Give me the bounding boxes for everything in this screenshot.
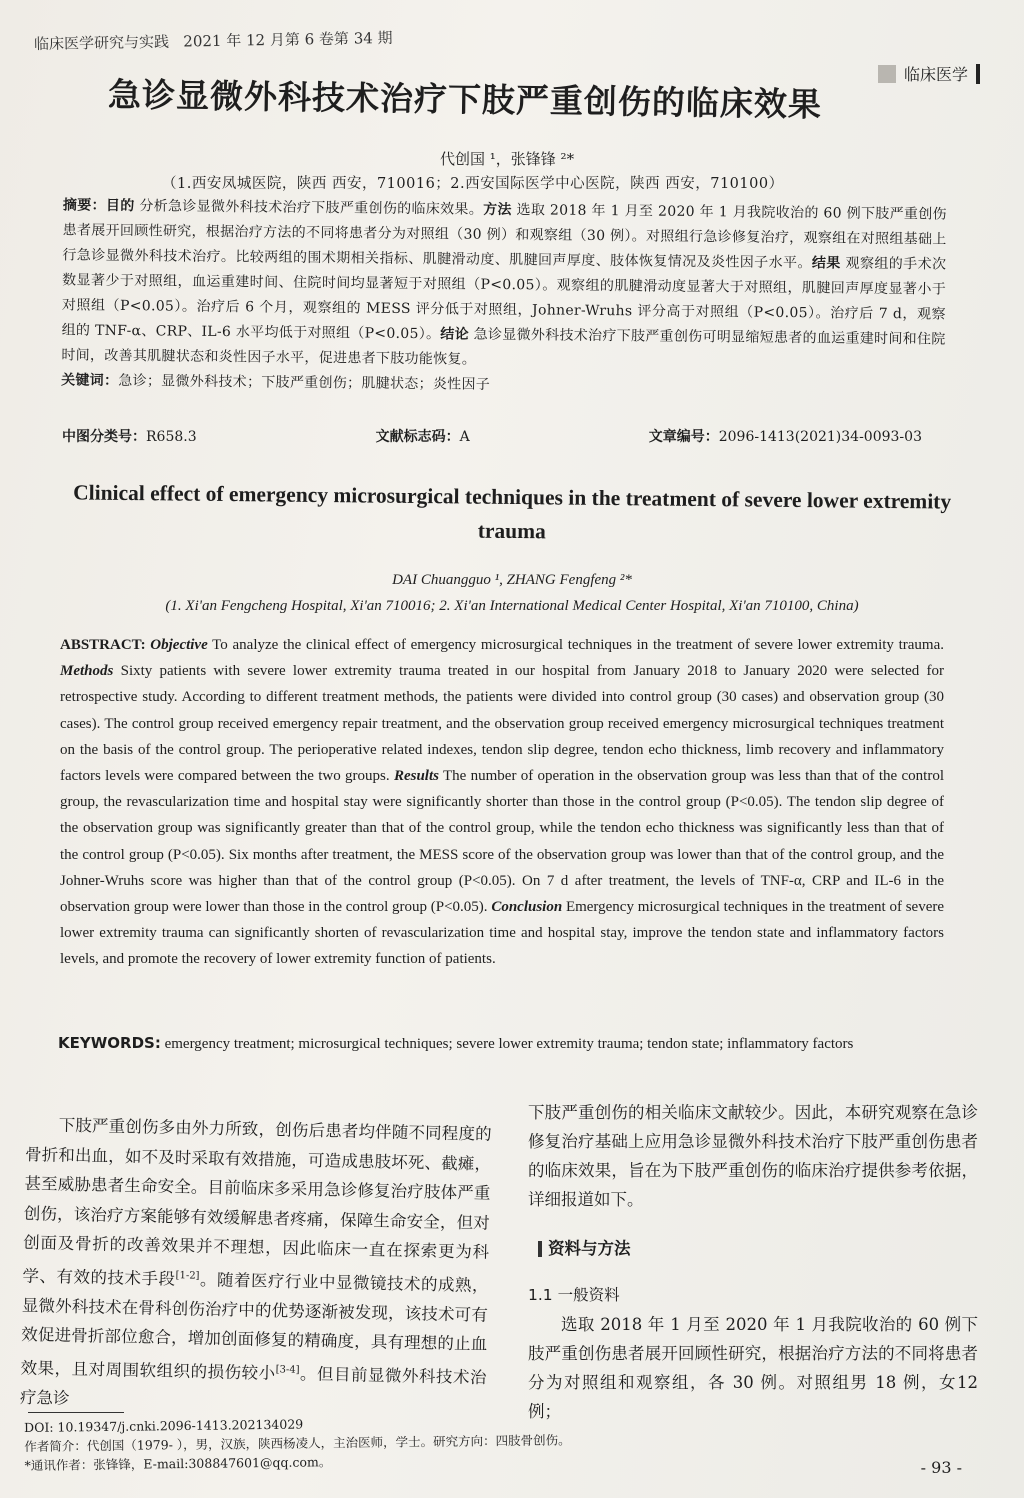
- citation-1: [1-2]: [175, 1269, 200, 1282]
- body-right-paragraph-2: 选取 2018 年 1 月至 2020 年 1 月我院收治的 60 例下肢严重创伤患者展开回顾性研究，根据治疗方法的不同将患者分为对照组和观察组，各 30 例。对照组男 18 例，女12 例；: [528, 1315, 978, 1421]
- subsection-heading: 1.1 一般资料: [528, 1286, 620, 1304]
- section-heading-mark-icon: [538, 1241, 542, 1257]
- journal-name: 临床医学研究与实践: [33, 32, 170, 54]
- en-conclusion-label: Conclusion: [491, 899, 563, 916]
- cn-keywords: 急诊；显微外科技术；下肢严重创伤；肌腱状态；炎性因子: [118, 372, 491, 393]
- citation-2: [3-4]: [275, 1363, 300, 1376]
- body-left-text-3: 。但目前显微外科技术治疗急诊: [19, 1363, 487, 1408]
- footnote-author-intro: 作者简介：代创国（1979- ），男，汉族，陕西杨凌人，主治医师，学士。研究方向：四肢骨创伤。: [24, 1432, 571, 1454]
- en-methods-text: Sixty patients with severe lower extremity trauma treated in our hospital from January 2018 to January 2020 were selected for retrospective study. According to different treatment methods, the patients were divided into control group (30 cases) and observation group (30 cases). The control group received emergency repair treatment, and the observation group received emergency microsurgical techniques treatment on the basis of the control group. The perioperative related indexes, tendon slip degree, tendon echo thickness, limb recovery and inflammatory factors levels were compared between the two groups.: [60, 663, 944, 785]
- body-left-column: [20, 1110, 492, 1422]
- en-methods-label: Methods: [60, 663, 114, 680]
- doc-code-value: A: [459, 429, 470, 445]
- en-objective-text: To analyze the clinical effect of emergency microsurgical techniques in the treatment of severe lower extremity trauma.: [207, 637, 944, 653]
- cn-results-text: 观察组的手术次数显著少于对照组，血运重建时间、住院时间均显著短于对照组（P<0.05）。观察组的肌腱滑动度显著大于对照组，肌腱回声厚度显著小于对照组（P<0.05）。治疗后 6 个月，观察组的 MESS 评分低于对照组，Johner-Wruhs 评分高于对照组（P<0.05）。治疗后 7 d，观察组的 TNF-α、CRP、IL-6 水平均低于对照组（P<0.05）。: [61, 255, 947, 343]
- en-title: Clinical effect of emergency microsurgical techniques in the treatment of severe lower extremity trauma: [73, 480, 952, 544]
- article-number-value: 2096-1413(2021)34-0093-03: [718, 429, 922, 445]
- section-heading-text: 资料与方法: [548, 1239, 631, 1258]
- cn-methods-text: 选取 2018 年 1 月至 2020 年 1 月我院收治的 60 例下肢严重创伤患者展开回顾性研究，根据治疗方法的不同将患者分为对照组（30 例）和观察组（30 例）。对照组行急诊修复治疗，观察组在对照组基础上行急诊显微外科技术治疗。比较两组的围术期相关指标、肌腱滑动度、肌腱回声厚度、肢体恢复情况及炎性因子水平。: [62, 202, 947, 272]
- cn-objective-text: 分析急诊显微外科技术治疗下肢严重创伤的临床效果。: [134, 198, 484, 218]
- en-affiliation: (1. Xi'an Fengcheng Hospital, Xi'an 710016; 2. Xi'an International Medical Center Hospital, Xi'an 710100, China): [165, 598, 859, 614]
- footnote-divider: [28, 1412, 124, 1413]
- body-paragraph: [20, 1110, 492, 1422]
- en-results-text: The number of operation in the observation group was less than that of the control group, the revascularization time and hospital stay were significantly shorter than those in the control group (P<0.05). The tendon slip degree of the observation group was significantly greater than that of the control group, while the tendon echo thickness was significantly less than that of the control group (P<0.05). Six months after treatment, the MESS score of the observation group was lower than that of the control group, and the Johner-Wruhs score was higher than that of the control group (P<0.05). On 7 d after treatment, the levels of TNF-α, CRP and IL-6 in the observation group were lower than those in the control group (P<0.05).: [60, 768, 945, 916]
- clc-label: 中图分类号：: [62, 429, 146, 445]
- doc-code-label: 文献标志码：: [375, 429, 460, 445]
- running-header: [34, 27, 393, 54]
- section-tag-label: 临床医学: [903, 65, 968, 84]
- en-keywords: [58, 1030, 944, 1057]
- clc-group: [62, 426, 197, 446]
- classification-line: [62, 426, 922, 446]
- cn-methods-label: 方法: [483, 201, 512, 219]
- en-abstract-label: ABSTRACT:: [60, 637, 146, 653]
- article-number-group: [649, 426, 922, 446]
- cn-title: 急诊显微外科技术治疗下肢严重创伤的临床效果: [107, 75, 823, 124]
- cn-authors: 代创国 ¹，张锋锋 ²*: [440, 150, 575, 168]
- cn-conclusion-label: 结论: [440, 326, 470, 343]
- clc-value: R658.3: [146, 429, 197, 445]
- en-results-label: Results: [393, 768, 439, 785]
- cn-results-label: 结果: [811, 255, 841, 272]
- doc-code-group: [376, 426, 470, 446]
- en-keywords-text: emergency treatment; microsurgical techniques; severe lower extremity trauma; tendon state; inflammatory factors: [160, 1036, 854, 1052]
- body-left-text-2: 。随着医疗行业中显微镜技术的成熟，显微外科技术在骨科创伤治疗中的优势逐渐被发现，该技术可有效促进骨折部位愈合，增加创面修复的精确度，具有理想的止血效果，且对周围软组织的损伤较小: [20, 1269, 489, 1383]
- en-keywords-label: KEYWORDS:: [58, 1034, 161, 1052]
- en-conclusion-text: Emergency microsurgical techniques in the treatment of severe lower extremity trauma can significantly shorten of revascularization time and hospital stay, improve the tendon state and inflammatory factors levels, and promote the recovery of lower extremity function of patients.: [60, 899, 945, 968]
- article-number-label: 文章编号：: [648, 429, 719, 445]
- body-left-text-1: 下肢严重创伤多由外力所致，创伤后患者均伴随不同程度的骨折和出血，如不及时采取有效措施，可造成患肢坏死、截瘫，甚至威胁患者生命安全。目前临床多采用急诊修复治疗肢体严重创伤，该治疗方案能够有效缓解患者疼痛，保障生命安全，但对创面及骨折的改善效果并不理想，因此临床一直在探索更为科学、有效的技术手段: [22, 1115, 492, 1289]
- footnotes: [24, 1408, 805, 1475]
- section-tag-block-icon: [878, 65, 896, 83]
- section-tag-bar-icon: [976, 64, 980, 84]
- section-tag: [878, 62, 980, 85]
- cn-abstract: [61, 193, 947, 402]
- en-authors: DAI Chuangguo ¹, ZHANG Fengfeng ²*: [392, 572, 632, 588]
- page-number: - 93 -: [920, 1458, 962, 1477]
- en-objective-label: Objective: [150, 637, 208, 653]
- en-abstract: [60, 632, 944, 973]
- body-right-column: [528, 1098, 978, 1426]
- section-heading: [538, 1234, 978, 1263]
- footnote-corresponding: *通讯作者：张锋锋，E-mail:308847601@qq.com。: [24, 1454, 332, 1473]
- body-right-paragraph-1: 下肢严重创伤的相关临床文献较少。因此，本研究观察在急诊修复治疗基础上应用急诊显微外科技术治疗下肢严重创伤患者的临床效果，旨在为下肢严重创伤的临床治疗提供参考依据，详细报道如下。: [528, 1103, 978, 1209]
- footnote-doi: DOI: 10.19347/j.cnki.2096-1413.202134029: [24, 1416, 304, 1435]
- cn-abstract-label: 摘要：: [62, 197, 107, 214]
- cn-objective-label: 目的: [105, 197, 135, 215]
- cn-conclusion-text: 急诊显微外科技术治疗下肢严重创伤可明显缩短患者的血运重建时间和住院时间，改善其肌腱状态和炎性因子水平，促进患者下肢功能恢复。: [61, 326, 946, 368]
- journal-issue: 2021 年 12 月第 6 卷第 34 期: [183, 28, 393, 51]
- cn-affiliation: （1.西安凤城医院，陕西 西安，710016；2.西安国际医学中心医院，陕西 西安，710100）: [162, 176, 784, 192]
- cn-keywords-label: 关键词：: [61, 372, 119, 389]
